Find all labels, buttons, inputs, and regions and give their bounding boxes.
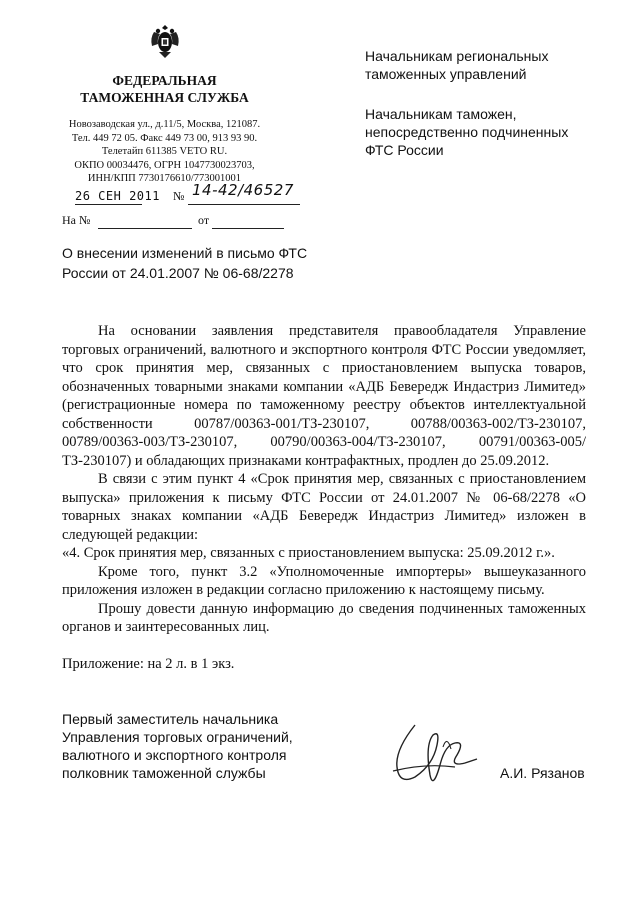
from-label: от — [198, 213, 210, 227]
registration-row — [75, 183, 315, 207]
body-paragraph: «4. Срок принятия мер, связанных с приостановлением выпуска: 25.09.2012 г.». — [62, 545, 555, 561]
number-label: № — [173, 189, 185, 203]
recipient-group-1 — [365, 47, 615, 83]
signatory-title-line: валютного и экспортного контроля — [62, 747, 287, 763]
subject-line: О внесении изменений в письмо ФТС — [62, 245, 308, 261]
body-paragraph: Кроме того, пункт 3.2 «Уполномоченные импортеры» вышеуказанного приложения изложен в редакции согласно приложению к настоящему письму. — [62, 563, 586, 598]
signatory-title-line: Управления торговых ограничений, — [62, 729, 293, 745]
number-underline — [188, 204, 300, 205]
handwritten-number: 14-42/46527 — [192, 181, 294, 199]
recipient-line: Начальникам региональных — [365, 48, 549, 64]
contact-details — [62, 118, 267, 186]
reference-number-blank — [98, 228, 192, 229]
letter-subject — [62, 243, 322, 283]
date-underline — [75, 204, 142, 205]
reference-date-blank — [212, 228, 284, 229]
on-number-label: На № — [62, 213, 91, 227]
date-stamp: 26 СЕН 2011 — [75, 189, 160, 203]
signer-name: А.И. Рязанов — [500, 765, 585, 781]
subject-line: России от 24.01.2007 № 06-68/2278 — [62, 265, 294, 281]
recipient-line: ФТС России — [365, 142, 444, 158]
recipient-line: Начальникам таможен, — [365, 106, 517, 122]
body-paragraph: В связи с этим пункт 4 «Срок принятия мер, связанных с приостановлением выпуска» приложения к письму ФТС России от 24.01.2007 № 06-68/2278 «О товарных знаках компании «АДБ Бевередж Индастриз Лимитед» изложен в следующей редакции: — [62, 471, 586, 543]
signatory-title-line: полковник таможенной службы — [62, 765, 266, 781]
handwritten-signature-icon — [385, 705, 480, 800]
recipient-line: таможенных управлений — [365, 66, 527, 82]
organization-name — [62, 72, 267, 106]
attachment-note: Приложение: на 2 л. в 1 экз. — [62, 656, 235, 672]
recipient-group-2 — [365, 105, 615, 159]
reference-row — [62, 213, 292, 233]
contact-line: Новозаводская ул., д.11/5, Москва, 121087. — [68, 119, 261, 130]
contact-line: ИНН/КПП 7730176610/773001001 — [87, 173, 242, 185]
contact-line: ОКПО 00034476, ОГРН 1047730023703, — [74, 159, 255, 171]
org-name-line2: ТАМОЖЕННАЯ СЛУЖБА — [80, 90, 249, 105]
coat-of-arms-icon — [148, 22, 182, 60]
contact-line: Телетайп 611385 VETO RU. — [101, 146, 228, 158]
contact-line: Тел. 449 72 05. Факс 449 73 00, 913 93 90. — [71, 132, 258, 144]
org-name-line1: ФЕДЕРАЛЬНАЯ — [112, 73, 217, 88]
letter-body — [62, 322, 586, 637]
body-paragraph: На основании заявления представителя правообладателя Управление торговых ограничений, валютного и экспортного контроля ФТС России уведомляет, что срок принятия мер, связанных с приостановлением выпуска товаров, обозначенных товарными знаками компании «АДБ Бевередж Индастриз Лимитед» (регистрационные номера по таможенному реестру объектов интеллектуальной собственности 00787/00363-001/ТЗ-230107, 00788/00363-002/ТЗ-230107, 00789/00363-003/ТЗ-230107, 00790/00363-004/ТЗ-230107, 00791/00363-005/ТЗ-230107) и обладающих признаками контрафактных, продлен до 25.09.2012. — [62, 323, 586, 469]
body-paragraph: Прошу довести данную информацию до сведения подчиненных таможенных органов и заинтересованных лиц. — [62, 600, 586, 635]
signatory-title-line: Первый заместитель начальника — [62, 711, 279, 727]
signatory-title — [62, 710, 332, 782]
recipient-line: непосредственно подчиненных — [365, 124, 569, 140]
